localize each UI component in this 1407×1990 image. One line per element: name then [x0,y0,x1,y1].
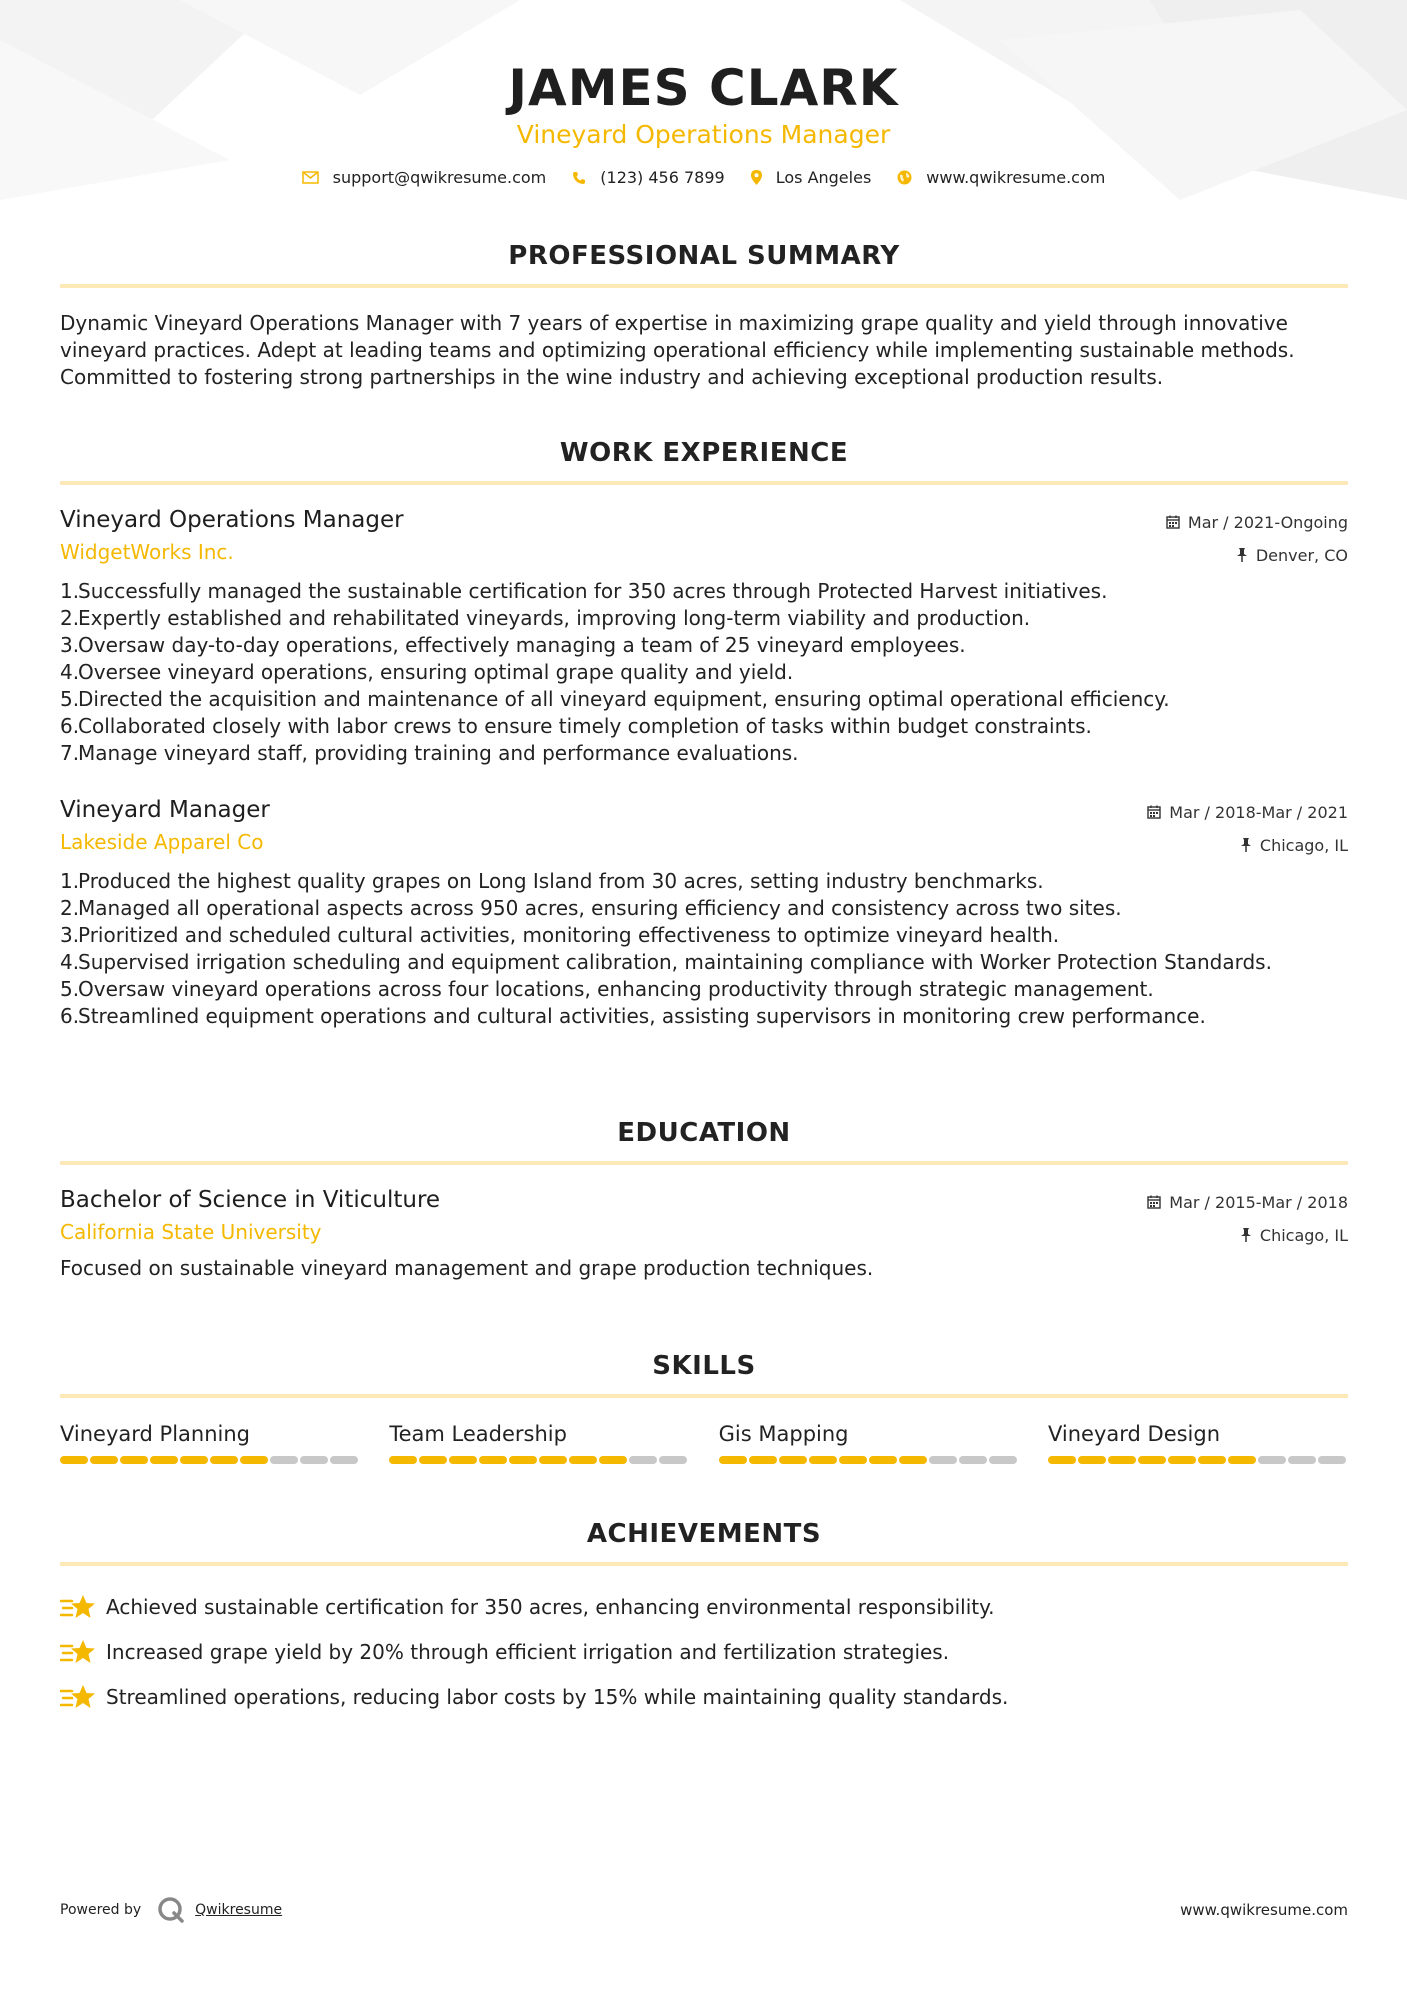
candidate-name: JAMES CLARK [508,59,899,117]
skill-segment-empty [1288,1456,1316,1464]
job-title: Vineyard Manager [60,797,270,823]
experience-section [60,436,1348,1030]
list-item: 4. Oversee vineyard operations, ensuring optimal grape quality and yield. [60,660,794,684]
skill-segment-filled [1198,1456,1226,1464]
summary-heading: PROFESSIONAL SUMMARY [508,241,900,271]
skill-name: Gis Mapping [718,1422,849,1446]
education-location [1147,1222,1348,1248]
skill-name: Vineyard Design [1047,1422,1221,1446]
email-text: support@qwikresume.com [332,168,547,187]
skill-segment-empty [989,1456,1017,1464]
job-location [1166,542,1348,568]
phone-text: (123) 456 7899 [600,168,725,187]
list-item: 2. Expertly established and rehabilitated vineyards, improving long-term viability and production. [60,606,1031,630]
skill-segment-filled [150,1456,178,1464]
skill-segment-filled [809,1456,837,1464]
experience-heading: WORK EXPERIENCE [559,438,849,468]
pushpin-icon [1240,838,1252,852]
education-section [60,1116,1348,1282]
calendar-icon [1147,805,1161,819]
list-item: 7. Manage vineyard staff, providing training and performance evaluations. [60,741,799,765]
calendar-icon [1147,1195,1161,1209]
section-divider [60,1562,1348,1566]
education-meta [1147,1189,1348,1255]
degree-title: Bachelor of Science in Viticulture [60,1187,441,1213]
achievement-item [60,1584,1348,1629]
candidate-title: Vineyard Operations Manager [516,120,891,149]
job-company: WidgetWorks Inc. [60,540,234,564]
education-entry [60,1185,1348,1282]
skill-segment-filled [389,1456,417,1464]
shooting-star-icon [60,1683,96,1711]
skill-name: Team Leadership [389,1422,567,1446]
job-location [1147,832,1348,858]
job-meta [1147,799,1348,865]
school-name: California State University [60,1220,322,1244]
location-text: Chicago, IL [1259,1225,1348,1245]
job-company: Lakeside Apparel Co [60,830,264,854]
skill-segment-filled [479,1456,507,1464]
dates-text: Mar / 2018-Mar / 2021 [1169,802,1348,822]
education-dates [1147,1189,1348,1215]
envelope-icon [302,171,319,184]
phone-icon [572,171,586,185]
section-divider [60,1394,1348,1398]
skill-segment-filled [449,1456,477,1464]
job-dates [1147,799,1348,825]
skill-segment-filled [210,1456,238,1464]
list-item: 5. Oversaw vineyard operations across four locations, enhancing productivity through strategic management. [60,977,1154,1001]
list-item: 3. Prioritized and scheduled cultural activities, monitoring effectiveness to optimize vineyard health. [60,923,1060,947]
page-footer [60,1896,1348,1924]
job-meta [1166,509,1348,575]
location-text: Los Angeles [775,168,872,187]
skill-segment-empty [330,1456,358,1464]
contact-email[interactable] [302,168,547,187]
section-divider [60,1161,1348,1165]
skill-segment-empty [629,1456,657,1464]
job-title: Vineyard Operations Manager [60,507,404,533]
list-item: 3. Oversaw day-to-day operations, effectively managing a team of 25 vineyard employees. [60,633,966,657]
skill-item [389,1420,689,1464]
website-text: www.qwikresume.com [926,168,1106,187]
skill-segment-filled [180,1456,208,1464]
skill-segment-filled [1168,1456,1196,1464]
list-item: 6. Collaborated closely with labor crews to ensure timely completion of tasks within budget constraints. [60,714,1092,738]
education-description: Focused on sustainable vineyard management and grape production techniques. [60,1256,874,1280]
shooting-star-icon [60,1593,96,1621]
skill-segment-filled [509,1456,537,1464]
contact-phone[interactable] [572,168,724,187]
powered-by-label: Powered by [60,1902,142,1918]
skill-segment-filled [719,1456,747,1464]
skill-segment-empty [659,1456,687,1464]
skill-name: Vineyard Planning [60,1422,250,1446]
summary-text: Dynamic Vineyard Operations Manager with 7 years of expertise in maximizing grape quality and yield through innovative vineyard practices. Adept at leading teams and optimizing operational efficiency while implementing sustainable methods. Committed to fostering strong partnerships in the wine industry and achieving exceptional production results. [60,311,1295,389]
job-entry [60,795,1348,1030]
skill-segment-filled [899,1456,927,1464]
footer-website[interactable]: www.qwikresume.com [1180,1901,1348,1919]
skill-level-bar [719,1456,1019,1464]
skill-segment-empty [270,1456,298,1464]
dates-text: Mar / 2021-Ongoing [1187,512,1348,532]
skill-segment-filled [60,1456,88,1464]
skills-section [60,1349,1348,1464]
skills-heading: SKILLS [652,1351,756,1381]
job-bullets [60,578,1348,767]
list-item: 1. Successfully managed the sustainable certification for 350 acres through Protected Harvest initiatives. [60,579,1108,603]
list-item: 6. Streamlined equipment operations and cultural activities, assisting supervisors in monitoring crew performance. [60,1004,1206,1028]
job-dates [1166,509,1348,535]
education-heading: EDUCATION [617,1118,791,1148]
skill-segment-filled [749,1456,777,1464]
dates-text: Mar / 2015-Mar / 2018 [1169,1192,1348,1212]
map-pin-icon [751,170,762,185]
achievement-text: Achieved sustainable certification for 350 acres, enhancing environmental responsibility. [106,1594,995,1619]
location-text: Chicago, IL [1259,835,1348,855]
skill-segment-filled [1228,1456,1256,1464]
list-item: 1. Produced the highest quality grapes on Long Island from 30 acres, setting industry benchmarks. [60,869,1044,893]
skill-segment-empty [300,1456,328,1464]
job-entry [60,505,1348,767]
skill-segment-filled [1138,1456,1166,1464]
qwikresume-logo-icon [157,1896,185,1924]
achievements-section [60,1517,1348,1719]
skill-segment-filled [1078,1456,1106,1464]
section-divider [60,284,1348,288]
skills-list [60,1420,1348,1464]
skill-segment-empty [1258,1456,1286,1464]
skill-level-bar [389,1456,689,1464]
resume-header [0,58,1407,187]
list-item: 5. Directed the acquisition and maintenance of all vineyard equipment, ensuring optimal operational efficiency. [60,687,1170,711]
achievement-item [60,1629,1348,1674]
achievement-item [60,1674,1348,1719]
skill-item [1048,1420,1348,1464]
achievements-heading: ACHIEVEMENTS [586,1519,822,1549]
calendar-icon [1166,515,1180,529]
skill-segment-filled [419,1456,447,1464]
list-item: 4. Supervised irrigation scheduling and equipment calibration, maintaining compliance with Worker Protection Standards. [60,950,1272,974]
skill-level-bar [1048,1456,1348,1464]
summary-section [60,239,1348,391]
skill-item [60,1420,360,1464]
skill-segment-empty [1318,1456,1346,1464]
skill-segment-filled [599,1456,627,1464]
shooting-star-icon [60,1638,96,1666]
skill-segment-filled [779,1456,807,1464]
contact-location [751,168,872,187]
skill-segment-filled [240,1456,268,1464]
contact-bar [0,168,1407,187]
skill-segment-filled [869,1456,897,1464]
skill-segment-filled [1048,1456,1076,1464]
location-text: Denver, CO [1255,545,1348,565]
achievement-text: Increased grape yield by 20% through efficient irrigation and fertilization strategies. [106,1639,950,1664]
job-bullets [60,868,1348,1030]
skill-segment-filled [839,1456,867,1464]
section-divider [60,481,1348,485]
skill-segment-filled [1108,1456,1136,1464]
list-item: 2. Managed all operational aspects across 950 acres, ensuring efficiency and consistency across two sites. [60,896,1122,920]
skill-segment-filled [539,1456,567,1464]
qwikresume-link[interactable]: Qwikresume [195,1902,283,1918]
pushpin-icon [1236,548,1248,562]
achievements-list [60,1584,1348,1719]
skill-segment-filled [90,1456,118,1464]
skill-segment-empty [959,1456,987,1464]
skill-segment-empty [929,1456,957,1464]
skill-segment-filled [120,1456,148,1464]
skill-item [719,1420,1019,1464]
skill-segment-filled [569,1456,597,1464]
achievement-text: Streamlined operations, reducing labor costs by 15% while maintaining quality standards. [106,1684,1009,1709]
pushpin-icon [1240,1228,1252,1242]
skill-level-bar [60,1456,360,1464]
contact-website[interactable] [897,168,1105,187]
globe-icon [897,170,912,185]
